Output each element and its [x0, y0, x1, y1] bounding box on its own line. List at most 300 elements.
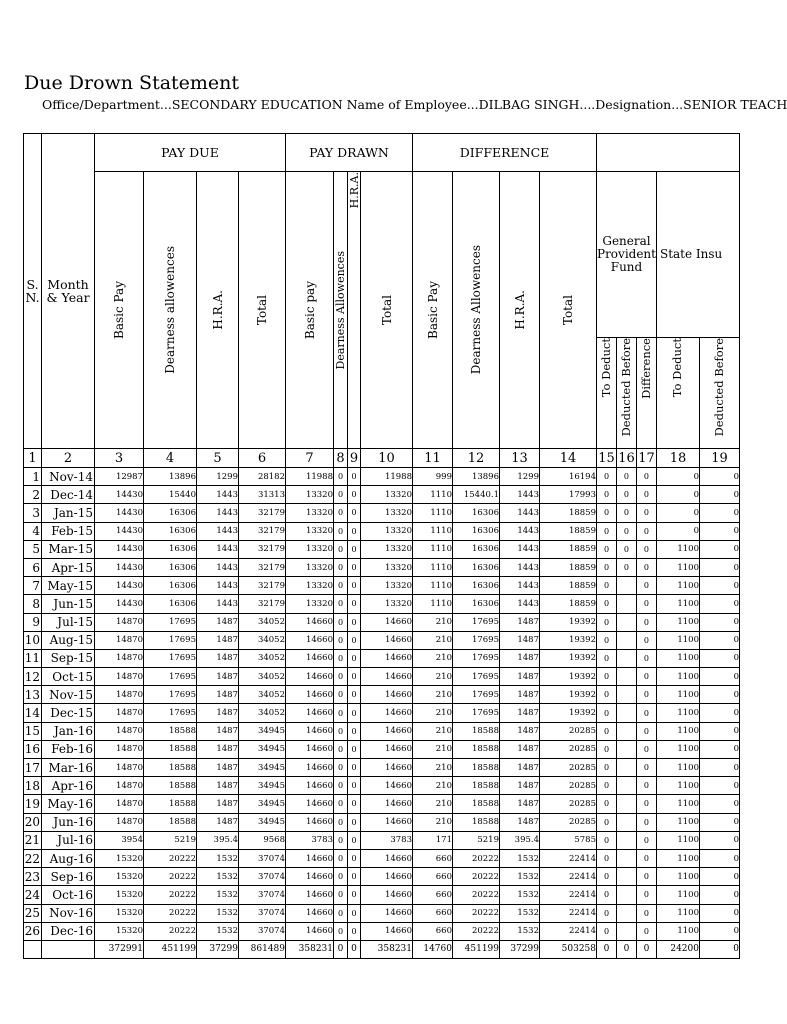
value-cell: 0: [699, 795, 739, 813]
value-cell: 1100: [656, 613, 699, 631]
value-cell: 1100: [656, 595, 699, 613]
value-cell: 0: [636, 795, 656, 813]
value-cell: 31313: [239, 486, 286, 504]
value-cell: 16306: [453, 595, 500, 613]
value-cell: 14870: [95, 740, 144, 758]
value-cell: 1100: [656, 813, 699, 831]
value-cell: 3783: [286, 831, 334, 849]
value-cell: 0: [334, 740, 348, 758]
column-number-18: 18: [656, 449, 699, 468]
table-row: [24, 922, 740, 940]
value-cell: 1532: [197, 849, 239, 867]
value-cell: 14870: [95, 686, 144, 704]
value-cell: 15440.1: [453, 486, 500, 504]
value-cell: 0: [334, 486, 348, 504]
value-cell: 210: [413, 704, 453, 722]
value-cell: [616, 668, 636, 686]
value-cell: 0: [597, 922, 617, 940]
month-cell: Nov-15: [42, 686, 95, 704]
value-cell: 0: [597, 886, 617, 904]
value-cell: 210: [413, 613, 453, 631]
column-number-13: 13: [500, 449, 540, 468]
table-row: [24, 631, 740, 649]
value-cell: 14660: [361, 868, 413, 886]
value-cell: 0: [616, 486, 636, 504]
value-cell: 1100: [656, 558, 699, 576]
value-cell: 34052: [239, 686, 286, 704]
value-cell: 16306: [453, 558, 500, 576]
value-cell: 0: [348, 468, 361, 486]
value-cell: 34052: [239, 631, 286, 649]
serial-number-cell: 12: [24, 668, 42, 686]
value-cell: 14870: [95, 777, 144, 795]
value-cell: 0: [616, 468, 636, 486]
value-cell: 17695: [453, 668, 500, 686]
value-cell: 0: [636, 722, 656, 740]
column-number-14: 14: [540, 449, 597, 468]
value-cell: 3783: [361, 831, 413, 849]
value-cell: [616, 759, 636, 777]
value-cell: 0: [699, 522, 739, 540]
column-number-19: 19: [699, 449, 739, 468]
value-cell: 0: [656, 468, 699, 486]
value-cell: 1100: [656, 795, 699, 813]
value-cell: 14660: [361, 649, 413, 667]
value-cell: 18859: [540, 522, 597, 540]
value-cell: 16306: [144, 522, 197, 540]
serial-number-cell: 16: [24, 740, 42, 758]
diff-da-header: Dearness Allowences: [453, 172, 500, 449]
value-cell: 13320: [361, 540, 413, 558]
month-cell: Mar-15: [42, 540, 95, 558]
value-cell: 19392: [540, 668, 597, 686]
value-cell: 14660: [286, 813, 334, 831]
value-cell: 1443: [500, 577, 540, 595]
value-cell: 0: [597, 558, 617, 576]
value-cell: 1110: [413, 522, 453, 540]
value-cell: 14660: [361, 759, 413, 777]
value-cell: 0: [699, 722, 739, 740]
column-number-1: 1: [24, 449, 42, 468]
table-row: [24, 886, 740, 904]
value-cell: 0: [699, 740, 739, 758]
value-cell: 0: [636, 595, 656, 613]
value-cell: 3954: [95, 831, 144, 849]
value-cell: [616, 577, 636, 595]
due-basic-header: Basic Pay: [95, 172, 144, 449]
value-cell: 0: [348, 704, 361, 722]
value-cell: 14430: [95, 486, 144, 504]
value-cell: 1100: [656, 831, 699, 849]
value-cell: 22414: [540, 849, 597, 867]
value-cell: 13320: [361, 522, 413, 540]
table-row: [24, 904, 740, 922]
month-cell: Oct-15: [42, 668, 95, 686]
value-cell: 0: [348, 613, 361, 631]
serial-number-cell: 24: [24, 886, 42, 904]
value-cell: 0: [636, 668, 656, 686]
value-cell: 14430: [95, 595, 144, 613]
value-cell: 18588: [144, 759, 197, 777]
value-cell: 210: [413, 795, 453, 813]
value-cell: 16306: [453, 577, 500, 595]
value-cell: 0: [597, 595, 617, 613]
value-cell: 0: [597, 613, 617, 631]
month-cell: Dec-16: [42, 922, 95, 940]
value-cell: 210: [413, 722, 453, 740]
value-cell: 1443: [500, 540, 540, 558]
value-cell: 1100: [656, 849, 699, 867]
value-cell: 0: [656, 486, 699, 504]
value-cell: 11988: [286, 468, 334, 486]
value-cell: 1487: [197, 777, 239, 795]
value-cell: 210: [413, 777, 453, 795]
table-row: [24, 686, 740, 704]
totals-row: [24, 940, 740, 958]
value-cell: 1443: [197, 504, 239, 522]
value-cell: 32179: [239, 595, 286, 613]
value-cell: 0: [348, 904, 361, 922]
serial-number-cell: 25: [24, 904, 42, 922]
value-cell: 0: [348, 868, 361, 886]
value-cell: 0: [348, 759, 361, 777]
value-cell: 1443: [500, 522, 540, 540]
value-cell: 210: [413, 686, 453, 704]
value-cell: 14660: [286, 686, 334, 704]
serial-number-cell: 2: [24, 486, 42, 504]
value-cell: 1100: [656, 759, 699, 777]
value-cell: 19392: [540, 613, 597, 631]
value-cell: 14660: [286, 922, 334, 940]
value-cell: 14660: [286, 722, 334, 740]
table-body: [24, 468, 740, 959]
value-cell: 210: [413, 649, 453, 667]
value-cell: 0: [348, 686, 361, 704]
value-cell: 0: [348, 831, 361, 849]
total-cell: 372991: [95, 940, 144, 958]
value-cell: 1532: [500, 849, 540, 867]
value-cell: 1532: [500, 922, 540, 940]
month-cell: Sep-15: [42, 649, 95, 667]
value-cell: [616, 813, 636, 831]
total-cell: 0: [699, 940, 739, 958]
value-cell: 14660: [361, 631, 413, 649]
value-cell: 0: [636, 831, 656, 849]
value-cell: 0: [348, 813, 361, 831]
value-cell: 17695: [144, 631, 197, 649]
value-cell: 34052: [239, 704, 286, 722]
month-cell: Jul-15: [42, 613, 95, 631]
value-cell: 37074: [239, 868, 286, 886]
value-cell: 0: [616, 558, 636, 576]
value-cell: 0: [597, 668, 617, 686]
value-cell: 0: [636, 886, 656, 904]
value-cell: 0: [334, 613, 348, 631]
value-cell: 14660: [286, 740, 334, 758]
value-cell: [616, 631, 636, 649]
value-cell: 1532: [500, 904, 540, 922]
value-cell: 15320: [95, 922, 144, 940]
value-cell: 1110: [413, 577, 453, 595]
value-cell: 15320: [95, 849, 144, 867]
value-cell: 18588: [144, 722, 197, 740]
value-cell: 0: [699, 504, 739, 522]
value-cell: 1100: [656, 740, 699, 758]
table-row: [24, 486, 740, 504]
value-cell: 1100: [656, 904, 699, 922]
value-cell: 0: [636, 522, 656, 540]
serial-number-cell: 6: [24, 558, 42, 576]
due-total-header: Total: [239, 172, 286, 449]
value-cell: 1110: [413, 558, 453, 576]
value-cell: 0: [334, 540, 348, 558]
value-cell: 0: [699, 558, 739, 576]
total-cell: 0: [616, 940, 636, 958]
column-number-12: 12: [453, 449, 500, 468]
value-cell: 1443: [197, 486, 239, 504]
value-cell: 1487: [197, 795, 239, 813]
value-cell: 0: [334, 686, 348, 704]
value-cell: 0: [597, 577, 617, 595]
table-row: [24, 522, 740, 540]
month-cell: Dec-15: [42, 704, 95, 722]
value-cell: 1487: [197, 759, 239, 777]
month-cell: Feb-16: [42, 740, 95, 758]
value-cell: 14870: [95, 704, 144, 722]
total-cell: 37299: [197, 940, 239, 958]
value-cell: 14660: [361, 740, 413, 758]
serial-number-cell: 7: [24, 577, 42, 595]
value-cell: 17993: [540, 486, 597, 504]
value-cell: 17695: [144, 704, 197, 722]
value-cell: 0: [636, 704, 656, 722]
value-cell: 1100: [656, 631, 699, 649]
value-cell: 1532: [500, 868, 540, 886]
value-cell: 14660: [361, 722, 413, 740]
value-cell: 1443: [500, 504, 540, 522]
value-cell: 0: [597, 486, 617, 504]
value-cell: 0: [699, 595, 739, 613]
value-cell: 19392: [540, 649, 597, 667]
value-cell: 0: [597, 759, 617, 777]
value-cell: 0: [699, 704, 739, 722]
value-cell: 1487: [500, 704, 540, 722]
due-drawn-table: [23, 133, 740, 959]
column-number-8: 8: [334, 449, 348, 468]
month-cell: Jun-16: [42, 813, 95, 831]
total-cell: 24200: [656, 940, 699, 958]
value-cell: 0: [636, 686, 656, 704]
value-cell: 17695: [453, 631, 500, 649]
value-cell: 0: [699, 577, 739, 595]
drawn-da-header: Dearness Allowences: [334, 172, 348, 449]
serial-number-cell: 11: [24, 649, 42, 667]
total-cell: 358231: [361, 940, 413, 958]
table-row: [24, 649, 740, 667]
value-cell: 34945: [239, 722, 286, 740]
value-cell: 1443: [197, 540, 239, 558]
value-cell: 0: [699, 868, 739, 886]
value-cell: 18588: [144, 777, 197, 795]
value-cell: 14870: [95, 613, 144, 631]
value-cell: 1532: [500, 886, 540, 904]
serial-number-cell: 14: [24, 704, 42, 722]
value-cell: 0: [334, 595, 348, 613]
value-cell: 210: [413, 740, 453, 758]
value-cell: 1100: [656, 686, 699, 704]
value-cell: 1110: [413, 595, 453, 613]
value-cell: 0: [597, 649, 617, 667]
value-cell: 1487: [500, 777, 540, 795]
value-cell: 0: [334, 886, 348, 904]
serial-number-cell: 13: [24, 686, 42, 704]
value-cell: 9568: [239, 831, 286, 849]
value-cell: 0: [348, 668, 361, 686]
value-cell: 14660: [361, 886, 413, 904]
value-cell: 660: [413, 868, 453, 886]
value-cell: 1487: [500, 759, 540, 777]
value-cell: 1443: [500, 595, 540, 613]
value-cell: 0: [348, 740, 361, 758]
value-cell: 18588: [144, 795, 197, 813]
value-cell: 0: [699, 813, 739, 831]
value-cell: 0: [636, 631, 656, 649]
value-cell: 0: [699, 922, 739, 940]
value-cell: 0: [334, 922, 348, 940]
value-cell: 18859: [540, 558, 597, 576]
value-cell: 0: [616, 504, 636, 522]
value-cell: 0: [334, 868, 348, 886]
serial-number-cell: 26: [24, 922, 42, 940]
value-cell: 0: [699, 649, 739, 667]
statement-table-container: [23, 133, 768, 955]
value-cell: 14660: [361, 777, 413, 795]
page-title: Due Drown Statement: [24, 72, 240, 94]
serial-number-cell: 10: [24, 631, 42, 649]
column-number-17: 17: [638, 450, 655, 466]
value-cell: 14660: [361, 849, 413, 867]
value-cell: 0: [699, 886, 739, 904]
value-cell: 0: [636, 759, 656, 777]
total-cell: 0: [597, 940, 617, 958]
value-cell: 1100: [656, 777, 699, 795]
value-cell: 0: [334, 468, 348, 486]
value-cell: 14430: [95, 558, 144, 576]
month-cell: Aug-16: [42, 849, 95, 867]
value-cell: 16306: [453, 540, 500, 558]
value-cell: 0: [597, 813, 617, 831]
value-cell: 5219: [144, 831, 197, 849]
month-cell: Mar-16: [42, 759, 95, 777]
value-cell: 1487: [197, 813, 239, 831]
column-number-9: 9: [348, 449, 361, 468]
value-cell: 0: [334, 704, 348, 722]
value-cell: 1110: [413, 504, 453, 522]
value-cell: 0: [334, 577, 348, 595]
value-cell: 17695: [144, 686, 197, 704]
value-cell: 14660: [286, 631, 334, 649]
value-cell: 0: [597, 540, 617, 558]
value-cell: 14660: [286, 795, 334, 813]
value-cell: 20285: [540, 740, 597, 758]
value-cell: 14660: [286, 868, 334, 886]
column-number-10: 10: [361, 449, 413, 468]
value-cell: 0: [656, 504, 699, 522]
value-cell: 22414: [540, 922, 597, 940]
table-row: [24, 759, 740, 777]
value-cell: 14870: [95, 649, 144, 667]
pay-due-header: PAY DUE: [95, 134, 286, 172]
column-number-15: 15: [598, 450, 615, 466]
value-cell: 0: [597, 777, 617, 795]
value-cell: 34945: [239, 813, 286, 831]
value-cell: 395.4: [197, 831, 239, 849]
drawn-hra-header: H.R.A.: [348, 172, 361, 449]
table-row: [24, 831, 740, 849]
value-cell: 14660: [286, 777, 334, 795]
serial-number-cell: 22: [24, 849, 42, 867]
pay-drawn-header: PAY DRAWN: [286, 134, 413, 172]
value-cell: 19392: [540, 686, 597, 704]
value-cell: [616, 740, 636, 758]
value-cell: 20222: [144, 904, 197, 922]
table-row: [24, 504, 740, 522]
value-cell: 0: [334, 849, 348, 867]
column-number-6: 6: [239, 449, 286, 468]
value-cell: 13320: [361, 595, 413, 613]
value-cell: 171: [413, 831, 453, 849]
table-row: [24, 577, 740, 595]
value-cell: 1487: [500, 722, 540, 740]
value-cell: 17695: [144, 668, 197, 686]
value-cell: 0: [616, 540, 636, 558]
value-cell: 14870: [95, 759, 144, 777]
value-cell: 14660: [361, 686, 413, 704]
value-cell: 28182: [239, 468, 286, 486]
table-row: [24, 868, 740, 886]
value-cell: 0: [597, 468, 617, 486]
value-cell: 0: [348, 886, 361, 904]
value-cell: 0: [348, 558, 361, 576]
value-cell: 14660: [361, 668, 413, 686]
table-row: [24, 704, 740, 722]
serial-number-cell: 19: [24, 795, 42, 813]
total-cell: 503258: [540, 940, 597, 958]
table-row: [24, 777, 740, 795]
value-cell: 0: [636, 540, 656, 558]
diff-hra-header: H.R.A.: [500, 172, 540, 449]
value-cell: 13320: [286, 504, 334, 522]
value-cell: [616, 868, 636, 886]
value-cell: [616, 849, 636, 867]
due-hra-header: H.R.A.: [197, 172, 239, 449]
month-cell: Aug-15: [42, 631, 95, 649]
serial-number-cell: 5: [24, 540, 42, 558]
value-cell: 20285: [540, 759, 597, 777]
value-cell: [616, 595, 636, 613]
value-cell: 1443: [197, 577, 239, 595]
si-to-deduct-header: To Deduct: [656, 338, 699, 449]
value-cell: 0: [348, 486, 361, 504]
value-cell: 14660: [286, 904, 334, 922]
value-cell: 1100: [656, 649, 699, 667]
value-cell: 14660: [361, 704, 413, 722]
value-cell: 18588: [453, 795, 500, 813]
table-row: [24, 468, 740, 486]
table-row: [24, 613, 740, 631]
value-cell: 19392: [540, 704, 597, 722]
table-row: [24, 849, 740, 867]
